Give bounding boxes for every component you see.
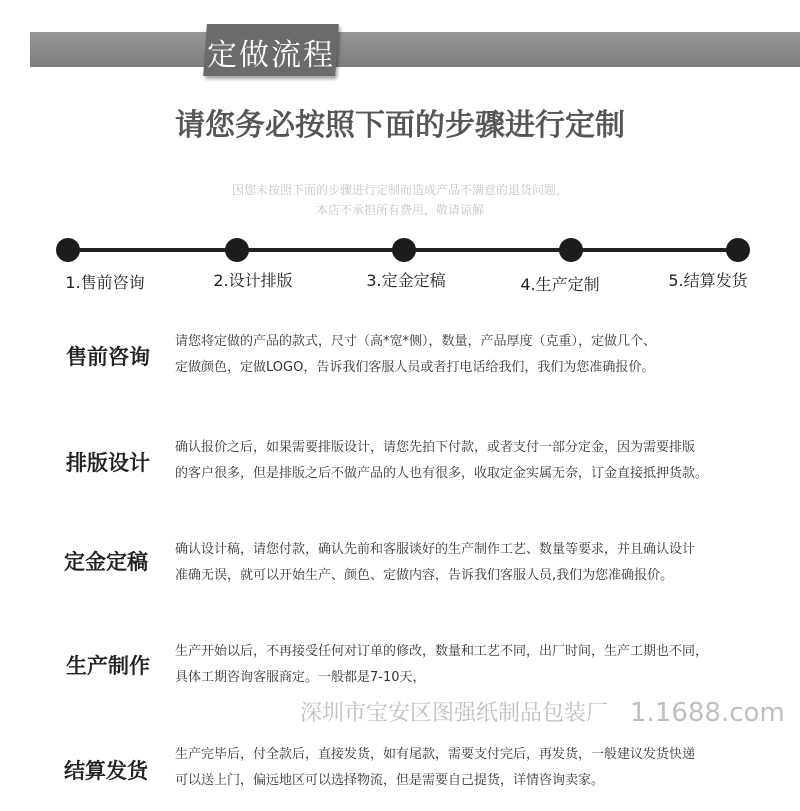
notice <box>0 180 800 220</box>
section-text <box>175 742 695 794</box>
timeline-dot <box>726 238 750 262</box>
text-line: 准确无误，就可以开始生产、颜色、定做内容，告诉我们客服人员,我们为您准确报价。 <box>175 568 674 583</box>
step-label: 4.生产定制 <box>520 275 600 294</box>
text-line: 具体工期咨询客服商定。一般都是7-10天， <box>175 670 426 685</box>
timeline-dot <box>225 238 249 262</box>
text-line: 可以送上门，偏远地区可以选择物流，但是需要自己提货，详情咨询卖家。 <box>175 773 605 788</box>
section-text <box>175 537 695 589</box>
section-heading: 定金定稿 <box>64 550 148 574</box>
step-label: 5.结算发货 <box>668 271 748 290</box>
text-line: 生产完毕后，付全款后，直接发货，如有尾款，需要支付完后，再发货，一般建议发货快递 <box>175 747 696 762</box>
step-label: 3.定金定稿 <box>366 271 446 290</box>
section-text <box>175 639 708 691</box>
section-heading: 结算发货 <box>64 759 148 783</box>
step-label: 1.售前咨询 <box>65 273 145 292</box>
text-line: 确认设计稿，请您付款，确认先前和客服谈好的生产制作工艺、数量等要求，并且确认设计 <box>175 542 696 557</box>
text-line: 定做颜色，定做LOGO，告诉我们客服人员或者打电话给我们，我们为您准确报价。 <box>175 360 655 375</box>
section-heading: 生产制作 <box>66 654 150 678</box>
text-line: 确认报价之后，如果需要排版设计，请您先拍下付款，或者支付一部分定金，因为需要排版 <box>175 440 696 455</box>
timeline-dot <box>392 238 416 262</box>
text-line: 的客户很多，但是排版之后不做产品的人也有很多，收取定金实属无奈，订金直接抵押货款。 <box>175 466 709 481</box>
header-bar <box>30 32 800 67</box>
text-line: 请您将定做的产品的款式，尺寸（高*宽*侧），数量，产品厚度（克重），定做几个、 <box>175 334 657 349</box>
text-line: 生产开始以后，不再接受任何对订单的修改，数量和工艺不同，出厂时间，生产工期也不同， <box>175 644 709 659</box>
section-text <box>175 435 708 487</box>
page-title: 请您务必按照下面的步骤进行定制 <box>175 108 625 143</box>
notice-line: 因您未按照下面的步骤进行定制而造成产品不满意的退货问题， <box>231 183 568 197</box>
section-heading: 售前咨询 <box>66 345 150 369</box>
timeline-dot <box>56 238 80 262</box>
section-heading: 排版设计 <box>66 451 150 475</box>
banner-title: 定做流程 <box>207 38 335 73</box>
notice-line: 本店不承担所有费用，敬请谅解 <box>315 203 484 217</box>
watermark-company: 深圳市宝安区图强纸制品包装厂 <box>300 701 609 726</box>
watermark-url: 1.1688.com <box>630 698 785 728</box>
timeline-dot <box>559 238 583 262</box>
section-text <box>175 329 656 381</box>
step-label: 2.设计排版 <box>213 271 293 290</box>
